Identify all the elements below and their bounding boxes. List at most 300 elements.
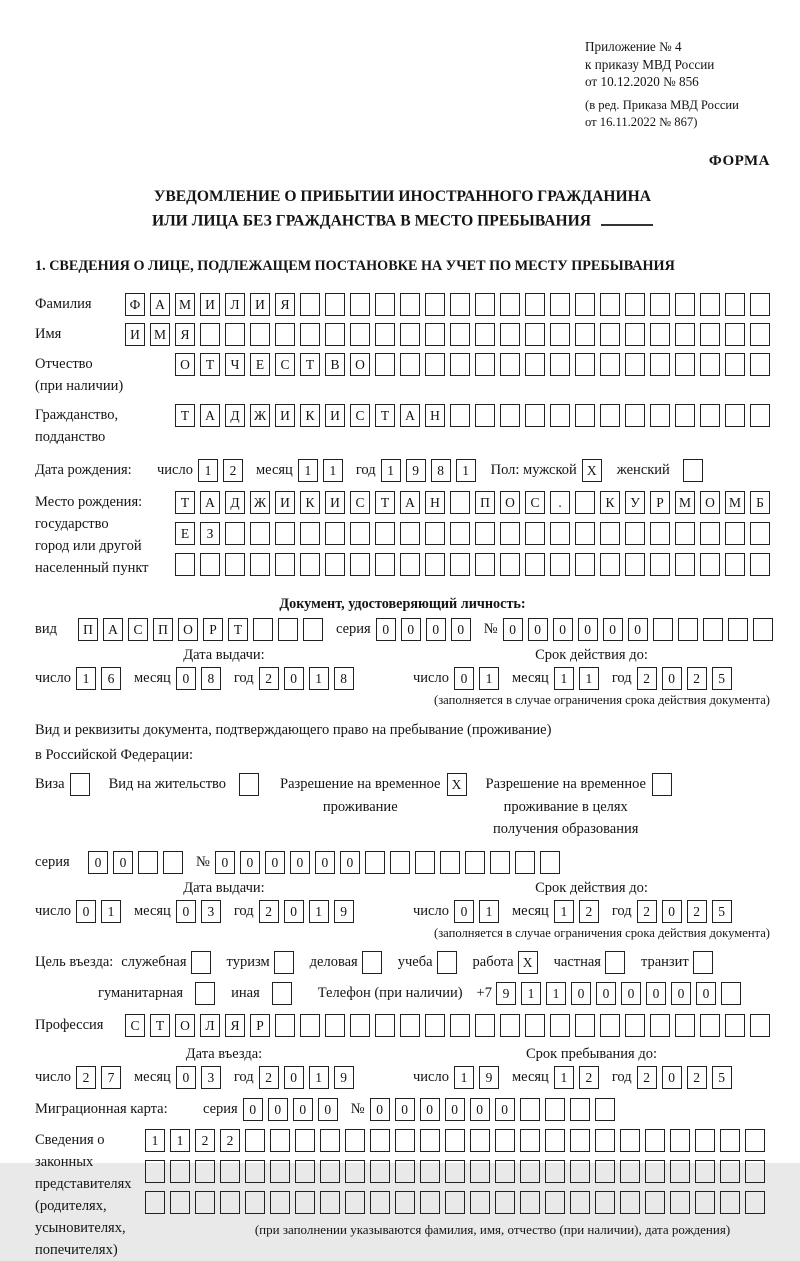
char-cell	[645, 1191, 665, 1214]
char-cell	[575, 553, 595, 576]
char-cell	[750, 293, 770, 316]
issue-month-cells	[176, 667, 226, 690]
char-cell: И	[125, 323, 145, 346]
char-cell	[500, 553, 520, 576]
char-cell: О	[500, 491, 520, 514]
char-cell: Я	[225, 1014, 245, 1037]
char-cell: 0	[176, 1066, 196, 1089]
char-cell: 2	[259, 1066, 279, 1089]
stay-month-cells	[554, 1066, 604, 1089]
char-cell: И	[275, 404, 295, 427]
row-citizenship	[35, 404, 770, 448]
char-cell: 1	[309, 667, 329, 690]
phone-prefix: +7	[476, 984, 492, 1001]
char-cell	[650, 293, 670, 316]
char-cell	[345, 1160, 365, 1183]
char-cell	[220, 1191, 240, 1214]
char-cell	[595, 1191, 615, 1214]
char-cell	[550, 323, 570, 346]
char-cell	[650, 404, 670, 427]
char-cell	[575, 491, 595, 514]
appendix-line: Приложение № 4	[585, 39, 682, 54]
char-cell	[300, 293, 320, 316]
char-cell	[653, 618, 673, 641]
section1-heading: 1. СВЕДЕНИЯ О ЛИЦЕ, ПОДЛЕЖАЩЕМ ПОСТАНОВКЕ НА УЧЕТ ПО МЕСТУ ПРЕБЫВАНИЯ	[35, 258, 675, 275]
char-cell	[420, 1129, 440, 1152]
char-cell	[365, 851, 385, 874]
month-label: месяц	[255, 462, 293, 479]
char-cell	[450, 553, 470, 576]
char-cell: 0	[696, 982, 716, 1005]
char-cell	[450, 404, 470, 427]
char-cell	[745, 1129, 765, 1152]
char-cell	[395, 1160, 415, 1183]
char-cell	[575, 404, 595, 427]
char-cell	[445, 1160, 465, 1183]
char-cell	[425, 1014, 445, 1037]
legal-representatives-rows	[145, 1129, 770, 1238]
char-cell: 2	[195, 1129, 215, 1152]
visa-option: Виза	[35, 773, 95, 796]
birthplace-cell-rows	[175, 491, 775, 584]
char-cell	[650, 1014, 670, 1037]
char-cell: 1	[76, 667, 96, 690]
row-birthdate	[35, 459, 770, 482]
char-cell	[475, 553, 495, 576]
char-cell	[200, 323, 220, 346]
char-cell: X	[582, 459, 602, 482]
char-cell	[191, 951, 211, 974]
char-cell: 0	[454, 667, 474, 690]
char-cell	[278, 618, 298, 641]
char-cell	[450, 293, 470, 316]
char-cell	[437, 951, 457, 974]
char-cell	[570, 1098, 590, 1121]
char-cell: Б	[750, 491, 770, 514]
char-cell	[395, 1129, 415, 1152]
char-cell	[520, 1129, 540, 1152]
purpose-checkbox	[518, 951, 543, 974]
entry-month-cells	[176, 1066, 226, 1089]
char-cell	[375, 353, 395, 376]
char-cell: М	[150, 323, 170, 346]
char-cell	[700, 1014, 720, 1037]
purpose-option: служебная	[121, 951, 215, 974]
char-cell	[728, 618, 748, 641]
char-cell	[325, 293, 345, 316]
char-cell: 1	[309, 900, 329, 923]
char-cell	[720, 1191, 740, 1214]
char-cell: 0	[426, 618, 446, 641]
char-cell	[220, 1160, 240, 1183]
notification-title	[35, 185, 770, 233]
char-cell: С	[350, 404, 370, 427]
char-cell	[500, 293, 520, 316]
purpose-option: иная	[231, 982, 297, 1005]
char-cell: Р	[650, 491, 670, 514]
char-cell: 0	[370, 1098, 390, 1121]
char-cell	[645, 1129, 665, 1152]
row-patronymic	[35, 353, 770, 397]
char-cell: 0	[376, 618, 396, 641]
char-cell	[540, 851, 560, 874]
char-cell: 0	[662, 1066, 682, 1089]
char-cell: В	[325, 353, 345, 376]
char-cell	[470, 1191, 490, 1214]
char-cell	[721, 982, 741, 1005]
birthplace-row-3	[175, 553, 775, 576]
char-cell	[425, 293, 445, 316]
char-cell: 2	[637, 1066, 657, 1089]
appendix-line: от 10.12.2020 № 856	[585, 74, 699, 90]
char-cell	[450, 353, 470, 376]
char-cell	[350, 323, 370, 346]
char-cell	[245, 1160, 265, 1183]
char-cell	[750, 323, 770, 346]
char-cell	[675, 353, 695, 376]
char-cell: Т	[175, 491, 195, 514]
char-cell: Е	[250, 353, 270, 376]
entry-stay-dates: Дата въезда: число 2 7 месяц 0 3 год 2 0 1 9 Срок пребывания до: число 1 9 месяц 1 2 год 2 0 2 5	[35, 1046, 770, 1089]
residence-limit-note: (заполняется в случае ограничения срока действия документа)	[434, 925, 770, 940]
char-cell	[670, 1160, 690, 1183]
char-cell	[720, 1160, 740, 1183]
res-expiry-month-cells	[554, 900, 604, 923]
char-cell: 2	[259, 900, 279, 923]
char-cell: 0	[215, 851, 235, 874]
char-cell	[420, 1160, 440, 1183]
char-cell	[295, 1129, 315, 1152]
char-cell: 1	[456, 459, 476, 482]
char-cell: 0	[284, 900, 304, 923]
char-cell: 0	[454, 900, 474, 923]
char-cell	[450, 323, 470, 346]
char-cell	[300, 553, 320, 576]
char-cell	[695, 1160, 715, 1183]
char-cell	[600, 404, 620, 427]
edu-permit-option: Разрешение на временное проживание в целях получения образования	[486, 773, 677, 840]
char-cell: И	[200, 293, 220, 316]
expiry-date-heading: Срок действия до:	[535, 647, 648, 664]
char-cell: 0	[553, 618, 573, 641]
char-cell	[620, 1160, 640, 1183]
char-cell: С	[525, 491, 545, 514]
char-cell	[195, 982, 215, 1005]
char-cell: 3	[201, 1066, 221, 1089]
char-cell	[620, 1129, 640, 1152]
residence-permit-options	[35, 773, 770, 840]
char-cell	[515, 851, 535, 874]
char-cell: 0	[495, 1098, 515, 1121]
char-cell	[395, 1191, 415, 1214]
char-cell: 0	[571, 982, 591, 1005]
char-cell: 2	[220, 1129, 240, 1152]
char-cell: 0	[596, 982, 616, 1005]
char-cell: 0	[401, 618, 421, 641]
char-cell: А	[400, 491, 420, 514]
char-cell: 0	[528, 618, 548, 641]
char-cell	[745, 1191, 765, 1214]
char-cell	[375, 323, 395, 346]
char-cell	[370, 1191, 390, 1214]
char-cell	[675, 293, 695, 316]
char-cell	[575, 522, 595, 545]
char-cell: 0	[603, 618, 623, 641]
char-cell	[675, 553, 695, 576]
char-cell	[545, 1160, 565, 1183]
char-cell	[550, 404, 570, 427]
temp-permit-option: Разрешение на временное проживание X	[280, 773, 471, 818]
purpose-checkbox	[274, 951, 299, 974]
char-cell	[170, 1160, 190, 1183]
char-cell	[325, 522, 345, 545]
char-cell	[350, 293, 370, 316]
char-cell: 0	[88, 851, 108, 874]
char-cell	[500, 323, 520, 346]
char-cell: 2	[687, 667, 707, 690]
char-cell	[595, 1098, 615, 1121]
res-issue-year-cells	[259, 900, 359, 923]
char-cell: Н	[425, 491, 445, 514]
char-cell: 1	[101, 900, 121, 923]
entry-year-cells	[259, 1066, 359, 1089]
char-cell: П	[78, 618, 98, 641]
char-cell: 0	[290, 851, 310, 874]
char-cell	[525, 404, 545, 427]
birth-year-cells	[381, 459, 481, 482]
char-cell	[375, 553, 395, 576]
char-cell	[470, 1160, 490, 1183]
char-cell	[250, 323, 270, 346]
residence-doc-intro: Вид и реквизиты документа, подтверждающего право на пребывание (проживание) в Российской Федерации:	[35, 722, 552, 763]
purpose-checkbox	[693, 951, 718, 974]
temp-permit-checkbox	[447, 773, 472, 796]
char-cell: А	[200, 404, 220, 427]
char-cell	[725, 1014, 745, 1037]
birthplace-row-1	[175, 491, 775, 514]
char-cell: О	[700, 491, 720, 514]
char-cell	[440, 851, 460, 874]
char-cell	[400, 293, 420, 316]
char-cell: 0	[284, 1066, 304, 1089]
char-cell: 1	[381, 459, 401, 482]
title-underline	[601, 208, 653, 226]
char-cell	[550, 293, 570, 316]
purpose-option: частная	[554, 951, 630, 974]
char-cell	[600, 293, 620, 316]
char-cell	[445, 1191, 465, 1214]
identity-limit-note: (заполняется в случае ограничения срока действия документа)	[434, 693, 770, 708]
entry-purpose-row-2	[98, 982, 770, 1005]
char-cell	[275, 323, 295, 346]
char-cell: 1	[554, 667, 574, 690]
profession-label: Профессия	[35, 1016, 104, 1033]
purpose-checkbox	[195, 982, 220, 1005]
char-cell	[495, 1160, 515, 1183]
char-cell	[695, 1129, 715, 1152]
char-cell: Л	[225, 293, 245, 316]
char-cell: Т	[375, 491, 395, 514]
char-cell: 3	[201, 900, 221, 923]
char-cell	[275, 522, 295, 545]
char-cell: 1	[145, 1129, 165, 1152]
res-expiry-day-cells	[454, 900, 504, 923]
char-cell	[575, 1014, 595, 1037]
char-cell	[600, 323, 620, 346]
char-cell	[225, 522, 245, 545]
char-cell	[725, 353, 745, 376]
char-cell	[470, 1129, 490, 1152]
patronymic-label: Отчество (при наличии)	[35, 356, 124, 395]
appendix-block	[585, 38, 770, 131]
char-cell	[750, 1014, 770, 1037]
char-cell	[545, 1098, 565, 1121]
char-cell: Т	[200, 353, 220, 376]
char-cell: X	[447, 773, 467, 796]
char-cell	[720, 1129, 740, 1152]
char-cell: X	[518, 951, 538, 974]
char-cell	[750, 353, 770, 376]
char-cell: 0	[420, 1098, 440, 1121]
profession-cells	[125, 1014, 775, 1037]
char-cell	[520, 1098, 540, 1121]
row-identity-doc	[35, 618, 770, 641]
form-word: ФОРМА	[708, 152, 770, 169]
title-line-1: УВЕДОМЛЕНИЕ О ПРИБЫТИИ ИНОСТРАННОГО ГРАЖДАНИНА	[153, 187, 652, 205]
char-cell	[525, 522, 545, 545]
char-cell	[625, 553, 645, 576]
issue-day-cells	[76, 667, 126, 690]
char-cell	[700, 404, 720, 427]
char-cell	[650, 553, 670, 576]
char-cell: 0	[284, 667, 304, 690]
char-cell: Т	[150, 1014, 170, 1037]
purpose-checkbox	[605, 951, 630, 974]
char-cell	[625, 522, 645, 545]
surname-label: Фамилия	[35, 296, 92, 313]
char-cell: 0	[395, 1098, 415, 1121]
char-cell: 1	[323, 459, 343, 482]
char-cell: 0	[445, 1098, 465, 1121]
char-cell: П	[475, 491, 495, 514]
char-cell: Р	[250, 1014, 270, 1037]
expiry-month-cells	[554, 667, 604, 690]
char-cell: К	[300, 404, 320, 427]
doc-kind-label: вид	[35, 621, 57, 638]
char-cell: 1	[554, 1066, 574, 1089]
purpose-checkbox	[362, 951, 387, 974]
char-cell	[675, 404, 695, 427]
residence-number-label: №	[196, 853, 210, 870]
char-cell	[570, 1129, 590, 1152]
row-migration-card	[35, 1098, 770, 1121]
char-cell	[650, 323, 670, 346]
char-cell: 0	[176, 667, 196, 690]
char-cell	[250, 553, 270, 576]
char-cell: 0	[503, 618, 523, 641]
gender-male-label: Пол: мужской	[490, 462, 577, 479]
char-cell	[345, 1129, 365, 1152]
char-cell	[400, 553, 420, 576]
char-cell	[575, 323, 595, 346]
migration-number-label: №	[350, 1100, 365, 1117]
phone-label: Телефон (при наличии)	[317, 984, 463, 1001]
char-cell: Е	[175, 522, 195, 545]
char-cell: 2	[259, 667, 279, 690]
char-cell: 0	[243, 1098, 263, 1121]
char-cell: 0	[578, 618, 598, 641]
char-cell: 0	[628, 618, 648, 641]
issue-year-cells	[259, 667, 359, 690]
char-cell	[500, 522, 520, 545]
char-cell	[272, 982, 292, 1005]
char-cell	[625, 353, 645, 376]
char-cell	[325, 1014, 345, 1037]
char-cell	[750, 404, 770, 427]
char-cell: Ж	[250, 404, 270, 427]
char-cell	[490, 851, 510, 874]
purpose-option: туризм	[227, 951, 299, 974]
char-cell: У	[625, 491, 645, 514]
char-cell	[725, 323, 745, 346]
char-cell	[650, 353, 670, 376]
purpose-option: учеба	[398, 951, 462, 974]
purpose-checkbox	[191, 951, 216, 974]
char-cell: М	[175, 293, 195, 316]
doc-series-label: серия	[336, 621, 371, 638]
char-cell	[400, 323, 420, 346]
char-cell: Н	[425, 404, 445, 427]
char-cell: 1	[479, 667, 499, 690]
char-cell: 1	[309, 1066, 329, 1089]
char-cell: И	[325, 404, 345, 427]
migration-card-label: Миграционная карта:	[35, 1100, 168, 1117]
char-cell: Т	[375, 404, 395, 427]
char-cell: 2	[687, 900, 707, 923]
char-cell	[625, 323, 645, 346]
citizenship-cells	[175, 404, 775, 427]
birthdate-label: Дата рождения:	[35, 462, 132, 479]
char-cell	[595, 1160, 615, 1183]
char-cell: Т	[228, 618, 248, 641]
birth-month-cells	[298, 459, 348, 482]
char-cell	[475, 353, 495, 376]
char-cell: 1	[579, 667, 599, 690]
char-cell	[625, 293, 645, 316]
doc-kind-cells	[78, 618, 328, 641]
char-cell	[400, 353, 420, 376]
char-cell: М	[725, 491, 745, 514]
char-cell: К	[600, 491, 620, 514]
day-label: число	[157, 462, 193, 479]
char-cell: С	[125, 1014, 145, 1037]
birthplace-label: Место рождения: государство город или другой населенный пункт	[35, 494, 149, 577]
char-cell	[450, 491, 470, 514]
char-cell	[275, 1014, 295, 1037]
char-cell	[400, 1014, 420, 1037]
char-cell	[270, 1160, 290, 1183]
char-cell: 0	[265, 851, 285, 874]
legal-representatives-row-2	[145, 1160, 770, 1183]
char-cell: 0	[240, 851, 260, 874]
char-cell	[650, 522, 670, 545]
char-cell: 7	[101, 1066, 121, 1089]
char-cell	[645, 1160, 665, 1183]
char-cell	[750, 553, 770, 576]
migration-number-cells	[370, 1098, 620, 1121]
char-cell: 8	[201, 667, 221, 690]
char-cell	[370, 1129, 390, 1152]
